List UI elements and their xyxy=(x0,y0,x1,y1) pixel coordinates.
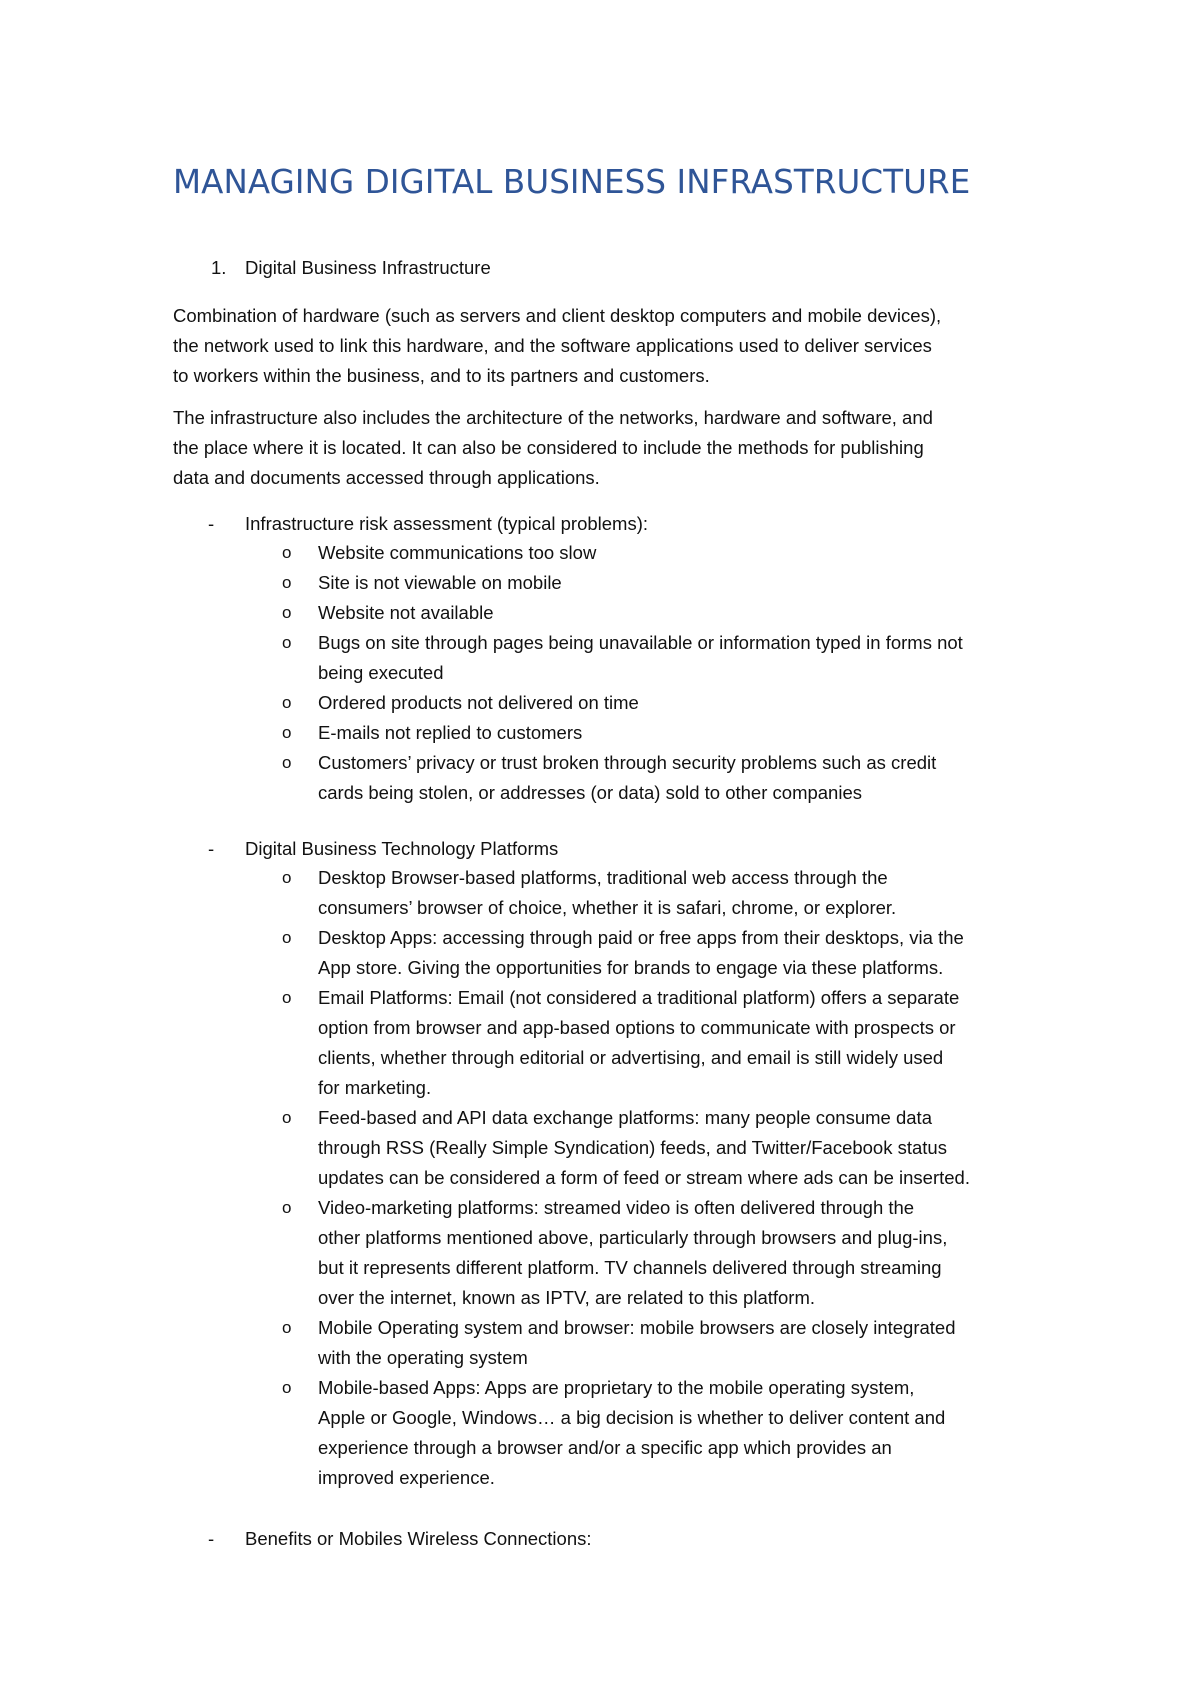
sub-bullet-marker: o xyxy=(282,603,292,622)
document-title: MANAGING DIGITAL BUSINESS INFRASTRUCTURE xyxy=(173,163,971,201)
risk-item xyxy=(318,598,494,628)
paragraph-line: Combination of hardware (such as servers and client desktop computers and mobile devices), xyxy=(173,305,942,326)
sub-bullet-marker: o xyxy=(282,573,292,592)
platform-item xyxy=(318,923,964,983)
dash-bullet: - xyxy=(208,513,215,534)
risk-item-line: Site is not viewable on mobile xyxy=(318,572,562,593)
platform-item-line: over the internet, known as IPTV, are related to this platform. xyxy=(318,1287,816,1308)
sub-bullet-marker: o xyxy=(282,753,292,772)
risk-item xyxy=(318,538,596,568)
platform-item-line: Mobile Operating system and browser: mobile browsers are closely integrated xyxy=(318,1317,956,1338)
sub-bullet-marker: o xyxy=(282,868,292,887)
platform-item-line: improved experience. xyxy=(318,1467,495,1488)
platform-item xyxy=(318,983,959,1103)
risk-item-line: cards being stolen, or addresses (or data) sold to other companies xyxy=(318,782,862,803)
wireless-heading: Benefits or Mobiles Wireless Connections: xyxy=(245,1528,592,1549)
platform-item-line: consumers’ browser of choice, whether it is safari, chrome, or explorer. xyxy=(318,897,897,918)
section-heading: Digital Business Infrastructure xyxy=(245,257,491,278)
paragraph-line: data and documents accessed through applications. xyxy=(173,467,600,488)
sub-bullet-marker: o xyxy=(282,1378,292,1397)
platform-item xyxy=(318,1193,947,1313)
sub-bullet-marker: o xyxy=(282,988,292,1007)
risk-item xyxy=(318,718,582,748)
platform-item-line: Desktop Apps: accessing through paid or free apps from their desktops, via the xyxy=(318,927,964,948)
platform-item-line: Mobile-based Apps: Apps are proprietary to the mobile operating system, xyxy=(318,1377,915,1398)
paragraph-line: the place where it is located. It can also be considered to include the methods for publishing xyxy=(173,437,924,458)
dash-bullet: - xyxy=(208,1528,215,1549)
risk-item-line: Ordered products not delivered on time xyxy=(318,692,639,713)
sub-bullet-marker: o xyxy=(282,543,292,562)
sub-bullet-marker: o xyxy=(282,1198,292,1217)
platform-item xyxy=(318,863,896,923)
platform-item-line: with the operating system xyxy=(318,1347,528,1368)
risk-item xyxy=(318,568,562,598)
sub-bullet-marker: o xyxy=(282,928,292,947)
platform-item-line: Email Platforms: Email (not considered a traditional platform) offers a separate xyxy=(318,987,960,1008)
paragraph-line: the network used to link this hardware, and the software applications used to deliver services xyxy=(173,335,932,356)
risk-item-line: E-mails not replied to customers xyxy=(318,722,583,743)
platform-item xyxy=(318,1373,945,1493)
risk-heading: Infrastructure risk assessment (typical problems): xyxy=(245,513,649,534)
paragraph-architecture xyxy=(173,403,1073,493)
platform-item-line: Desktop Browser-based platforms, traditional web access through the xyxy=(318,867,888,888)
risk-item-line: Website communications too slow xyxy=(318,542,597,563)
platform-item-line: Video-marketing platforms: streamed video is often delivered through the xyxy=(318,1197,915,1218)
risk-item-line: Website not available xyxy=(318,602,494,623)
paragraph-definition xyxy=(173,301,1073,391)
paragraph-line: The infrastructure also includes the architecture of the networks, hardware and software, and xyxy=(173,407,933,428)
platform-item-line: but it represents different platform. TV channels delivered through streaming xyxy=(318,1257,942,1278)
sub-bullet-marker: o xyxy=(282,1108,292,1127)
platform-item-line: other platforms mentioned above, particularly through browsers and plug-ins, xyxy=(318,1227,948,1248)
platform-item-line: option from browser and app-based options to communicate with prospects or xyxy=(318,1017,956,1038)
sub-bullet-marker: o xyxy=(282,633,292,652)
sub-bullet-marker: o xyxy=(282,723,292,742)
platform-item xyxy=(318,1313,956,1373)
platform-item-line: updates can be considered a form of feed or stream where ads can be inserted. xyxy=(318,1167,970,1188)
platform-item-line: clients, whether through editorial or advertising, and email is still widely used xyxy=(318,1047,944,1068)
sub-bullet-marker: o xyxy=(282,693,292,712)
paragraph-line: to workers within the business, and to its partners and customers. xyxy=(173,365,710,386)
risk-item-line: Bugs on site through pages being unavailable or information typed in forms not xyxy=(318,632,963,653)
sub-bullet-marker: o xyxy=(282,1318,292,1337)
platforms-heading: Digital Business Technology Platforms xyxy=(245,838,559,859)
platform-item-line: Apple or Google, Windows… a big decision is whether to deliver content and xyxy=(318,1407,946,1428)
risk-item xyxy=(318,688,639,718)
risk-item xyxy=(318,748,936,808)
platform-item-line: App store. Giving the opportunities for brands to engage via these platforms. xyxy=(318,957,944,978)
platform-item-line: for marketing. xyxy=(318,1077,432,1098)
dash-bullet: - xyxy=(208,838,215,859)
risk-item xyxy=(318,628,963,688)
platform-item xyxy=(318,1103,970,1193)
risk-item-line: Customers’ privacy or trust broken through security problems such as credit xyxy=(318,752,937,773)
platform-item-line: experience through a browser and/or a specific app which provides an xyxy=(318,1437,892,1458)
risk-item-line: being executed xyxy=(318,662,444,683)
platform-item-line: through RSS (Really Simple Syndication) feeds, and Twitter/Facebook status xyxy=(318,1137,947,1158)
platform-item-line: Feed-based and API data exchange platforms: many people consume data xyxy=(318,1107,932,1128)
section-number: 1. xyxy=(211,257,227,278)
